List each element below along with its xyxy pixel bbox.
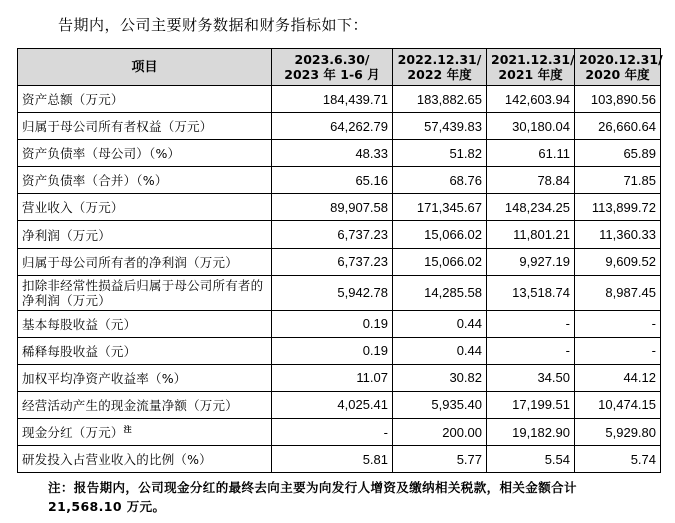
header-period: 2021.12.31/ 2021 年度 [487, 49, 575, 86]
row-label: 净利润（万元） [18, 221, 272, 248]
cell-value: 5.81 [272, 446, 393, 473]
header-period: 2020.12.31/ 2020 年度 [575, 49, 661, 86]
cell-value: - [487, 337, 575, 364]
table-row [18, 167, 661, 194]
row-label: 营业收入（万元） [18, 194, 272, 221]
row-label: 资产总额（万元） [18, 86, 272, 113]
cell-value: 26,660.64 [575, 113, 661, 140]
header-item: 项目 [18, 49, 272, 86]
cell-value: 0.19 [272, 337, 393, 364]
table-row [18, 113, 661, 140]
cell-value: 0.44 [393, 337, 487, 364]
cell-value: 11,801.21 [487, 221, 575, 248]
table-header-row [18, 49, 661, 86]
cell-value: 148,234.25 [487, 194, 575, 221]
cell-value: 14,285.58 [393, 275, 487, 310]
table-row [18, 310, 661, 337]
cell-value: - [575, 337, 661, 364]
table-row [18, 275, 661, 310]
cell-value: 89,907.58 [272, 194, 393, 221]
cell-value: 171,345.67 [393, 194, 487, 221]
table-row [18, 194, 661, 221]
cell-value: 48.33 [272, 140, 393, 167]
cell-value: 6,737.23 [272, 221, 393, 248]
financial-data-table [17, 48, 661, 473]
cell-value: 4,025.41 [272, 391, 393, 418]
cell-value: 200.00 [393, 419, 487, 446]
table-row [18, 391, 661, 418]
row-label: 稀释每股收益（元） [18, 337, 272, 364]
cell-value: - [575, 310, 661, 337]
cell-value: 30,180.04 [487, 113, 575, 140]
cell-value: 10,474.15 [575, 391, 661, 418]
cell-value: 65.89 [575, 140, 661, 167]
cell-value: 71.85 [575, 167, 661, 194]
table-row [18, 337, 661, 364]
row-label: 资产负债率（合并）（%） [18, 167, 272, 194]
row-label: 研发投入占营业收入的比例（%） [18, 446, 272, 473]
row-label: 现金分红（万元）$^注$ [18, 419, 272, 446]
row-label: 经营活动产生的现金流量净额（万元） [18, 391, 272, 418]
cell-value: 30.82 [393, 364, 487, 391]
table-row [18, 446, 661, 473]
footnote: 注：报告期内，公司现金分红的最终去向主要为向发行人增资及缴纳相关税款，相关金额合计 21,568.10 万元。 [48, 480, 577, 514]
cell-value: 183,882.65 [393, 86, 487, 113]
cell-value: 6,737.23 [272, 248, 393, 275]
cell-value: 5.77 [393, 446, 487, 473]
cell-value: 0.19 [272, 310, 393, 337]
cell-value: 5.54 [487, 446, 575, 473]
cell-value: 113,899.72 [575, 194, 661, 221]
row-label: 扣除非经常性损益后归属于母公司所有者的净利润（万元） [18, 275, 272, 310]
cell-value: 9,609.52 [575, 248, 661, 275]
cell-value: 5,942.78 [272, 275, 393, 310]
cell-value: - [272, 419, 393, 446]
header-period: 2022.12.31/ 2022 年度 [393, 49, 487, 86]
cell-value: - [487, 310, 575, 337]
cell-value: 64,262.79 [272, 113, 393, 140]
cell-value: 61.11 [487, 140, 575, 167]
intro-text: 告期内，公司主要财务数据和财务指标如下： [58, 16, 369, 34]
cell-value: 57,439.83 [393, 113, 487, 140]
cell-value: 34.50 [487, 364, 575, 391]
cell-value: 78.84 [487, 167, 575, 194]
cell-value: 51.82 [393, 140, 487, 167]
cell-value: 15,066.02 [393, 221, 487, 248]
note-mark: 注 [123, 424, 132, 434]
cell-value: 8,987.45 [575, 275, 661, 310]
cell-value: 19,182.90 [487, 419, 575, 446]
cell-value: 5.74 [575, 446, 661, 473]
table-row [18, 419, 661, 446]
cell-value: 184,439.71 [272, 86, 393, 113]
cell-value: 65.16 [272, 167, 393, 194]
cell-value: 11.07 [272, 364, 393, 391]
table-row [18, 86, 661, 113]
table-row [18, 364, 661, 391]
row-label: 基本每股收益（元） [18, 310, 272, 337]
cell-value: 142,603.94 [487, 86, 575, 113]
cell-value: 11,360.33 [575, 221, 661, 248]
cell-value: 103,890.56 [575, 86, 661, 113]
cell-value: 68.76 [393, 167, 487, 194]
row-label: 加权平均净资产收益率（%） [18, 364, 272, 391]
table-row [18, 221, 661, 248]
cell-value: 5,935.40 [393, 391, 487, 418]
cell-value: 44.12 [575, 364, 661, 391]
header-period: 2023.6.30/ 2023 年 1-6 月 [272, 49, 393, 86]
row-label: 归属于母公司所有者权益（万元） [18, 113, 272, 140]
row-label: 资产负债率（母公司）（%） [18, 140, 272, 167]
cell-value: 9,927.19 [487, 248, 575, 275]
cell-value: 0.44 [393, 310, 487, 337]
cell-value: 17,199.51 [487, 391, 575, 418]
table-row [18, 248, 661, 275]
cell-value: 13,518.74 [487, 275, 575, 310]
cell-value: 15,066.02 [393, 248, 487, 275]
table-row [18, 140, 661, 167]
cell-value: 5,929.80 [575, 419, 661, 446]
row-label: 归属于母公司所有者的净利润（万元） [18, 248, 272, 275]
